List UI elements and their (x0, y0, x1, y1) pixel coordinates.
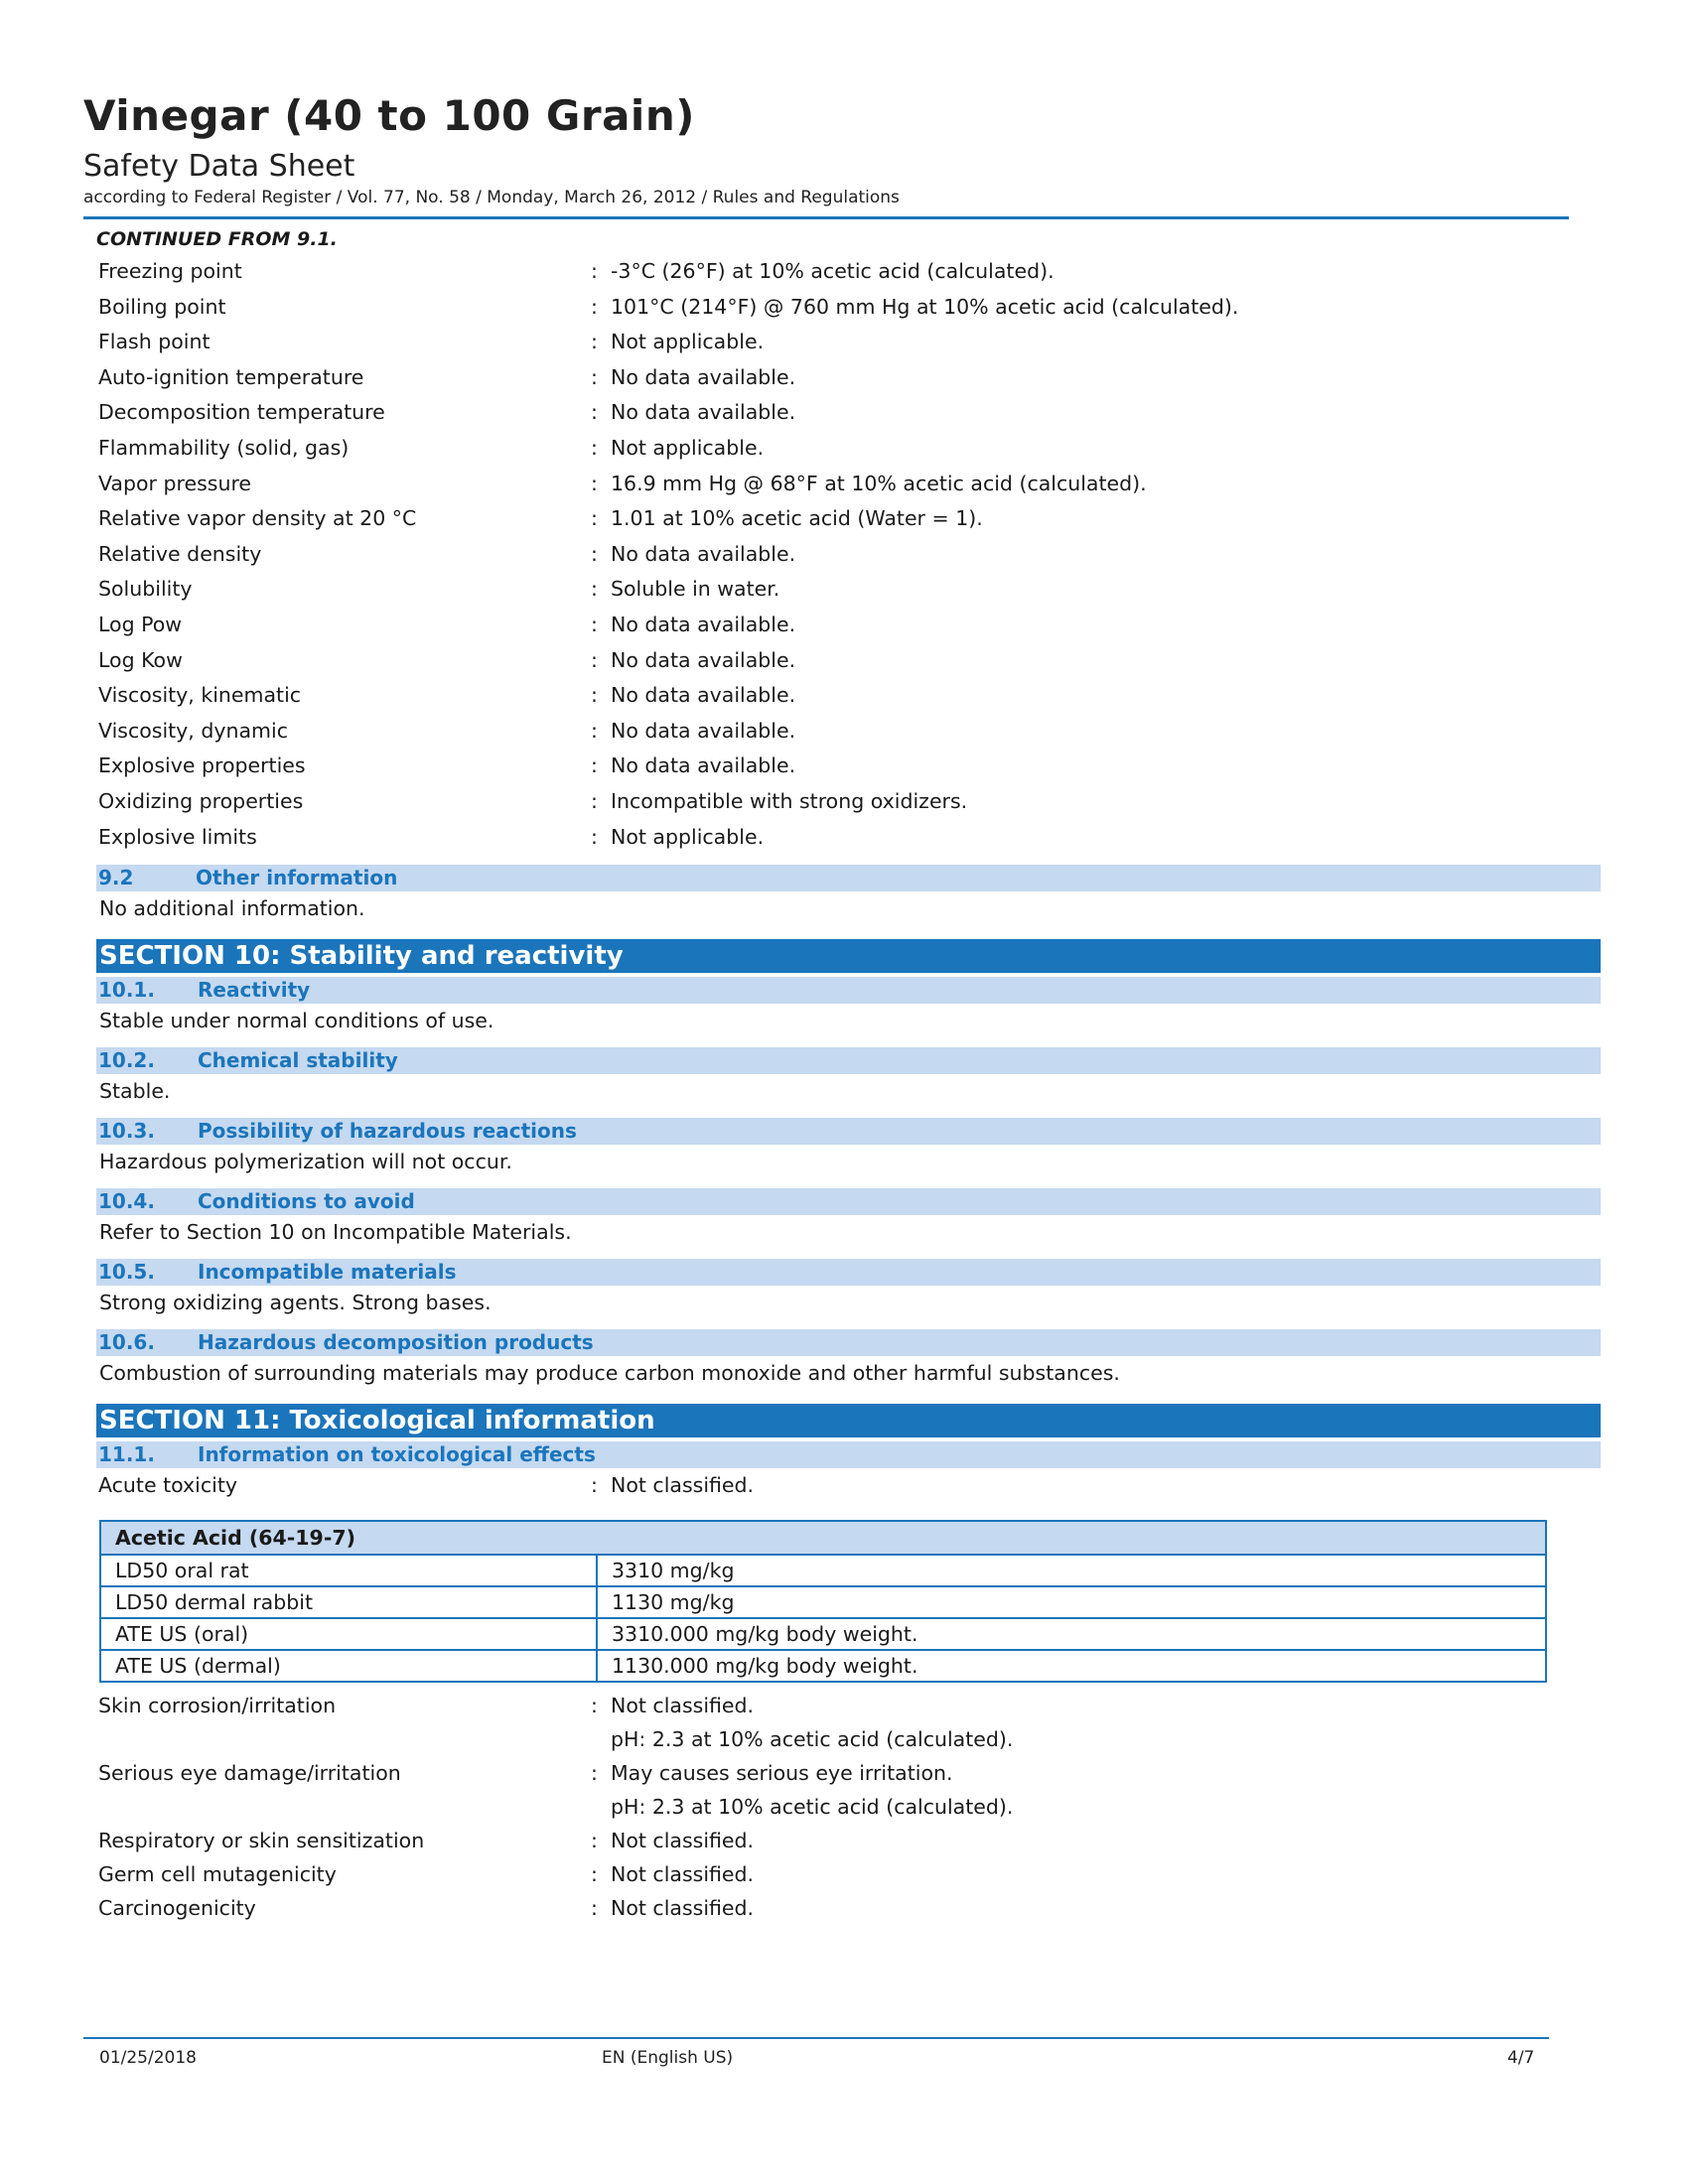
property-row (96, 501, 1601, 537)
subsection-title: Reactivity (198, 978, 311, 1003)
property-value: Soluble in water. (611, 577, 780, 602)
tox-row-acute (96, 1468, 1601, 1504)
table-cell-value: 3310 mg/kg (597, 1555, 1546, 1586)
main-content (96, 224, 1601, 1925)
property-value: No data available. (611, 364, 796, 389)
subsection-number: 10.6. (98, 1330, 155, 1355)
tox-value: Not classified. (611, 1828, 755, 1852)
separator: : (591, 541, 598, 566)
tox-row-eye (96, 1756, 1601, 1790)
subsection-number: 10.4. (98, 1189, 155, 1214)
property-label: Oxidizing properties (98, 788, 304, 813)
property-row (96, 714, 1601, 750)
separator: : (591, 577, 598, 602)
subsection-number: 10.1. (98, 978, 155, 1003)
tox-row-skin (96, 1689, 1601, 1722)
table-cell-key: ATE US (dermal) (100, 1650, 597, 1682)
separator: : (591, 1693, 598, 1717)
separator: : (591, 1895, 598, 1920)
subsection-text: No additional information. (99, 896, 365, 921)
acetic-acid-table (99, 1520, 1547, 1683)
property-value: Not applicable. (611, 435, 765, 460)
subsection-header-9-2 (96, 865, 1601, 891)
property-row (96, 360, 1601, 396)
tox-value: Not classified. (611, 1895, 755, 1920)
separator: : (591, 1861, 598, 1886)
subsection-title: Hazardous decomposition products (198, 1330, 594, 1355)
property-value: No data available. (611, 612, 796, 636)
separator: : (591, 330, 598, 354)
property-value: No data available. (611, 647, 796, 672)
subsection-title: Possibility of hazardous reactions (198, 1119, 577, 1144)
subsection-number: 10.2. (98, 1048, 155, 1073)
tox-value: Not classified. (611, 1861, 755, 1886)
subsection-text: Refer to Section 10 on Incompatible Materials. (99, 1220, 572, 1245)
continued-note: CONTINUED FROM 9.1. (96, 228, 338, 250)
property-row (96, 290, 1601, 326)
regulation-reference: according to Federal Register / Vol. 77, No. 58 / Monday, March 26, 2012 / Rules and Regulations (83, 188, 900, 207)
property-label: Explosive limits (98, 824, 257, 849)
tox-value-extra: pH: 2.3 at 10% acetic acid (calculated). (611, 1794, 1014, 1819)
property-row (96, 608, 1601, 643)
separator: : (591, 471, 598, 495)
property-label: Explosive properties (98, 753, 306, 778)
tox-value: May causes serious eye irritation. (611, 1760, 953, 1785)
separator: : (591, 824, 598, 849)
tox-label: Carcinogenicity (98, 1895, 256, 1920)
subsection-number: 10.3. (98, 1119, 155, 1144)
table-row (100, 1650, 1546, 1682)
subsection-header-11-1 (96, 1441, 1601, 1468)
tox-row-germ (96, 1857, 1601, 1891)
property-row (96, 572, 1601, 608)
separator: : (591, 1473, 598, 1498)
property-row (96, 467, 1601, 502)
property-label: Log Pow (98, 612, 183, 636)
footer-divider (83, 2037, 1549, 2039)
separator: : (591, 506, 598, 531)
tox-label: Skin corrosion/irritation (98, 1693, 337, 1717)
table-row (100, 1555, 1546, 1586)
section-header-10: SECTION 10: Stability and reactivity (96, 939, 1601, 973)
property-label: Flammability (solid, gas) (98, 435, 350, 460)
document-subtitle: Safety Data Sheet (83, 149, 355, 184)
property-label: Flash point (98, 330, 211, 354)
property-row (96, 643, 1601, 679)
tox-label: Serious eye damage/irritation (98, 1760, 401, 1785)
table-cell-key: LD50 oral rat (100, 1555, 597, 1586)
property-row (96, 537, 1601, 573)
subsection-text: Stable under normal conditions of use. (99, 1009, 494, 1033)
property-value: 1.01 at 10% acetic acid (Water = 1). (611, 506, 983, 531)
separator: : (591, 612, 598, 636)
property-value: No data available. (611, 753, 796, 778)
subsection-header-10-1 (96, 977, 1601, 1004)
subsection-header-10-4 (96, 1188, 1601, 1215)
tox-row-skin-extra (96, 1722, 1601, 1756)
property-value: No data available. (611, 683, 796, 708)
property-row (96, 678, 1601, 714)
table-cell-value: 1130.000 mg/kg body weight. (597, 1650, 1546, 1682)
property-value: Incompatible with strong oxidizers. (611, 788, 968, 813)
property-label: Freezing point (98, 259, 242, 283)
table-cell-value: 1130 mg/kg (597, 1586, 1546, 1618)
separator: : (591, 647, 598, 672)
property-label: Auto-ignition temperature (98, 364, 364, 389)
property-value: -3°C (26°F) at 10% acetic acid (calculated). (611, 259, 1055, 283)
property-value: 16.9 mm Hg @ 68°F at 10% acetic acid (calculated). (611, 471, 1147, 495)
property-value: No data available. (611, 541, 796, 566)
property-value: 101°C (214°F) @ 760 mm Hg at 10% acetic acid (calculated). (611, 294, 1239, 319)
property-label: Relative vapor density at 20 °C (98, 506, 417, 531)
table-row (100, 1618, 1546, 1650)
separator: : (591, 788, 598, 813)
subsection-text: Hazardous polymerization will not occur. (99, 1150, 512, 1174)
table-cell-key: ATE US (oral) (100, 1618, 597, 1650)
tox-row-carc (96, 1891, 1601, 1925)
property-row (96, 784, 1601, 820)
subsection-title: Conditions to avoid (198, 1189, 415, 1214)
property-value: No data available. (611, 400, 796, 425)
subsection-title: Incompatible materials (198, 1260, 457, 1285)
table-row (100, 1586, 1546, 1618)
tox-label: Acute toxicity (98, 1473, 238, 1498)
subsection-header-10-2 (96, 1047, 1601, 1074)
subsection-number: 10.5. (98, 1260, 155, 1285)
footer-date: 01/25/2018 (99, 2048, 197, 2068)
section-header-11: SECTION 11: Toxicological information (96, 1404, 1601, 1437)
subsection-title: Information on toxicological effects (198, 1442, 596, 1467)
subsection-text: Combustion of surrounding materials may produce carbon monoxide and other harmful substances. (99, 1361, 1120, 1386)
physical-properties-list (96, 254, 1601, 855)
subsection-number: 11.1. (98, 1442, 155, 1467)
subsection-text: Strong oxidizing agents. Strong bases. (99, 1291, 492, 1315)
table-cell-key: LD50 dermal rabbit (100, 1586, 597, 1618)
separator: : (591, 364, 598, 389)
property-value: Not applicable. (611, 824, 765, 849)
property-row (96, 820, 1601, 856)
subsection-title: Chemical stability (198, 1048, 398, 1073)
tox-label: Germ cell mutagenicity (98, 1861, 337, 1886)
table-header: Acetic Acid (64-19-7) (100, 1521, 1546, 1555)
tox-value: Not classified. (611, 1693, 755, 1717)
separator: : (591, 259, 598, 283)
tox-row-resp (96, 1824, 1601, 1857)
property-label: Solubility (98, 577, 193, 602)
footer-language: EN (English US) (602, 2048, 734, 2068)
property-row (96, 254, 1601, 290)
tox-value-extra: pH: 2.3 at 10% acetic acid (calculated). (611, 1726, 1014, 1751)
subsection-number: 9.2 (98, 866, 134, 890)
tox-value: Not classified. (611, 1473, 755, 1498)
footer-page-number: 4/7 (1507, 2048, 1535, 2068)
property-label: Log Kow (98, 647, 183, 672)
separator: : (591, 435, 598, 460)
subsection-header-10-5 (96, 1259, 1601, 1286)
subsection-header-10-6 (96, 1329, 1601, 1356)
property-row (96, 325, 1601, 360)
property-label: Vapor pressure (98, 471, 252, 495)
separator: : (591, 1760, 598, 1785)
separator: : (591, 400, 598, 425)
tox-label: Respiratory or skin sensitization (98, 1828, 425, 1852)
property-row (96, 431, 1601, 467)
table-cell-value: 3310.000 mg/kg body weight. (597, 1618, 1546, 1650)
separator: : (591, 753, 598, 778)
separator: : (591, 1828, 598, 1852)
property-value: Not applicable. (611, 330, 765, 354)
property-label: Relative density (98, 541, 262, 566)
property-label: Decomposition temperature (98, 400, 385, 425)
property-row (96, 395, 1601, 431)
property-label: Boiling point (98, 294, 226, 319)
header-divider (83, 216, 1569, 219)
separator: : (591, 294, 598, 319)
subsection-title: Other information (196, 866, 398, 890)
subsection-header-10-3 (96, 1118, 1601, 1145)
separator: : (591, 683, 598, 708)
property-label: Viscosity, dynamic (98, 718, 288, 743)
property-row (96, 749, 1601, 784)
document-title: Vinegar (40 to 100 Grain) (83, 91, 695, 140)
property-value: No data available. (611, 718, 796, 743)
property-label: Viscosity, kinematic (98, 683, 302, 708)
subsection-text: Stable. (99, 1079, 171, 1104)
tox-row-eye-extra (96, 1790, 1601, 1824)
separator: : (591, 718, 598, 743)
